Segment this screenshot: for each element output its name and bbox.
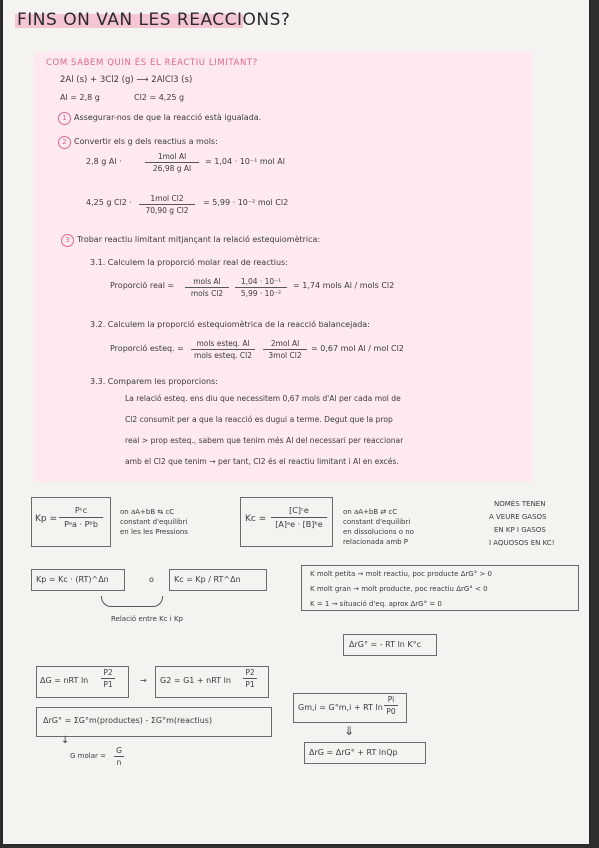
comparison-line-4: amb el Cl2 que tenim → per tant, Cl2 és el reactiu limitant i Al en excés. — [125, 457, 399, 466]
down-arrow-small: ↓ — [61, 735, 70, 746]
relation-caption: Relació entre Kc i Kp — [111, 615, 184, 623]
step-2 — [58, 136, 218, 149]
mass-cl2: Cl2 = 4,25 g — [134, 93, 185, 102]
conversion-1-prefix: 2,8 g Al · — [86, 157, 122, 166]
drg-standard: ΔrG° = ΣG°m(productes) - ΣG°m(reactius) — [43, 716, 213, 725]
step-3-2: 3.2. Calculem la proporció estequiomètrica de la reacció balancejada: — [90, 320, 370, 329]
kp-denominator: Pᵃa · Pᵇb — [64, 520, 98, 529]
comparison-line-1: La relació esteq. ens diu que necessitem 0,67 mols d'Al per cada mol de — [125, 394, 401, 403]
dg-arrow: → — [140, 676, 147, 685]
step-3-1: 3.1. Calculem la proporció molar real de reactius: — [90, 258, 288, 267]
step-1-number: 1 — [58, 112, 71, 125]
real-ratio-fraction-2 — [235, 277, 287, 298]
k-large: K molt gran → molt producte, poc reactiu ΔrG° < 0 — [310, 585, 488, 593]
step-3 — [61, 234, 320, 247]
conversion-2-numerator: 1mol Cl2 — [139, 194, 195, 205]
comparison-line-3: real > prop esteq., sabem que tenim més Al del necessari per reaccionar — [125, 436, 404, 445]
gas-note-4: I AQUOSOS EN KC! — [489, 539, 555, 547]
mass-al: Al = 2,8 g — [60, 93, 100, 102]
kp-note-1: on aA+bB ⇆ cC — [120, 508, 175, 516]
section-heading: COM SABEM QUIN ÉS EL REACTIU LIMITANT? — [46, 58, 258, 68]
relation-brace — [101, 596, 163, 607]
k-one: K = 1 → situació d'eq. aprox ΔrG° = 0 — [310, 600, 442, 608]
g2-denominator: P1 — [245, 680, 255, 689]
g-molar-numerator: G — [114, 746, 124, 757]
conversion-2-prefix: 4,25 g Cl2 · — [86, 198, 132, 207]
kp-kc-relation-2: Kc = Kp / RT^Δn — [174, 575, 241, 584]
kp-lhs: Kp = — [35, 514, 58, 524]
gm-fraction — [384, 695, 398, 716]
stoich-ratio-label: Proporció esteq. = — [110, 344, 184, 353]
kc-note-4: relacionada amb P — [343, 538, 409, 546]
stoich-ratio-numerator-1: mols esteq. Al — [191, 339, 255, 350]
dg-pressure-fraction — [101, 668, 115, 689]
stoich-ratio-denominator-1: mols esteq. Cl2 — [194, 351, 252, 360]
g2-numerator: P2 — [243, 668, 257, 679]
page-title: FINS ON VAN LES REACCIONS? — [17, 10, 291, 30]
real-ratio-fraction-1 — [185, 277, 229, 298]
gm-prefix: Gm,i = G°m,i + RT ln — [298, 703, 383, 712]
kc-note-3: en dissolucions o no — [343, 528, 414, 536]
dg-pressure-denominator: P1 — [103, 680, 113, 689]
comparison-line-2: Cl2 consumit per a que la reacció es dugui a terme. Degut que la prop — [125, 415, 393, 424]
kp-note-2: constant d'equilibri — [120, 518, 188, 526]
gas-note-3: EN KP I GASOS — [494, 526, 546, 534]
stoich-ratio-fraction-2 — [263, 339, 307, 360]
g-molar-fraction — [114, 746, 124, 767]
conversion-1-result: = 1,04 · 10⁻¹ mol Al — [205, 157, 285, 166]
step-2-text: Convertir els g dels reactius a mols: — [74, 137, 218, 146]
k-small: K molt petita → molt reactiu, poc producte ΔrG° > 0 — [310, 570, 492, 578]
step-3-number: 3 — [61, 234, 74, 247]
kc-lhs: Kc = — [245, 514, 267, 524]
g-molar-prefix: G molar = — [70, 752, 106, 760]
conversion-2-result: = 5,99 · 10⁻² mol Cl2 — [203, 198, 289, 207]
stoich-ratio-denominator-2: 3mol Cl2 — [268, 351, 302, 360]
conversion-1-denominator: 26,98 g Al — [152, 164, 192, 173]
gm-numerator: Pi — [384, 695, 398, 706]
gas-note-2: A VEURE GASOS — [489, 513, 547, 521]
step-1 — [58, 112, 261, 125]
dg-pressure-numerator: P2 — [101, 668, 115, 679]
dg-k-formula: ΔrG° = - RT ln K°c — [349, 640, 422, 649]
real-ratio-label: Proporció real = — [110, 281, 175, 290]
real-ratio-result: = 1,74 mols Al / mols Cl2 — [293, 281, 395, 290]
step-1-text: Assegurar-nos de que la reacció està igualada. — [74, 113, 262, 122]
kc-numerator: [C]ᶜe — [271, 505, 327, 518]
conversion-2-fraction — [139, 194, 195, 215]
g2-prefix: G2 = G1 + nRT ln — [160, 676, 231, 685]
kc-note-2: constant d'equilibri — [343, 518, 411, 526]
kp-numerator: Pᶜc — [59, 505, 103, 518]
step-2-number: 2 — [58, 136, 71, 149]
notes-page — [3, 0, 589, 844]
conversion-1-fraction — [145, 152, 199, 173]
stoich-ratio-fraction-1 — [191, 339, 255, 360]
down-arrow: ⇓ — [344, 724, 355, 738]
real-ratio-numerator-1: mols Al — [185, 277, 229, 288]
gas-note-1: NOMÉS TENEN — [494, 500, 546, 508]
kp-note-3: en les les Pressions — [120, 528, 188, 536]
stoich-ratio-numerator-2: 2mol Al — [263, 339, 307, 350]
real-ratio-denominator-1: mols Cl2 — [190, 289, 224, 298]
kc-fraction — [271, 505, 327, 530]
real-ratio-numerator-2: 1,04 · 10⁻¹ — [235, 277, 287, 288]
kp-kc-or: o — [149, 575, 154, 584]
step-3-3: 3.3. Comparem les proporcions: — [90, 377, 218, 386]
real-ratio-denominator-2: 5,99 · 10⁻² — [240, 289, 282, 298]
kp-fraction — [59, 505, 103, 530]
reaction-equation: 2Al (s) + 3Cl2 (g) ⟶ 2AlCl3 (s) — [60, 75, 193, 85]
kp-kc-relation-1: Kp = Kc · (RT)^Δn — [36, 575, 109, 584]
g-molar-denominator: n — [116, 758, 122, 767]
g2-fraction — [243, 668, 257, 689]
gm-denominator: P0 — [386, 707, 396, 716]
kc-note-1: on aA+bB ⇄ cC — [343, 508, 398, 516]
conversion-2-denominator: 70,90 g Cl2 — [145, 206, 189, 215]
step-3-text: Trobar reactiu limitant mitjançant la relació estequiomètrica: — [77, 235, 321, 244]
drg-final: ΔrG = ΔrG° + RT lnQp — [309, 748, 398, 757]
stoich-ratio-result: = 0,67 mol Al / mol Cl2 — [311, 344, 404, 353]
conversion-1-numerator: 1mol Al — [145, 152, 199, 163]
dg-pressure-prefix: ΔG = nRT ln — [40, 676, 89, 685]
kc-denominator: [A]ᵃe · [B]ᵇe — [275, 520, 323, 529]
